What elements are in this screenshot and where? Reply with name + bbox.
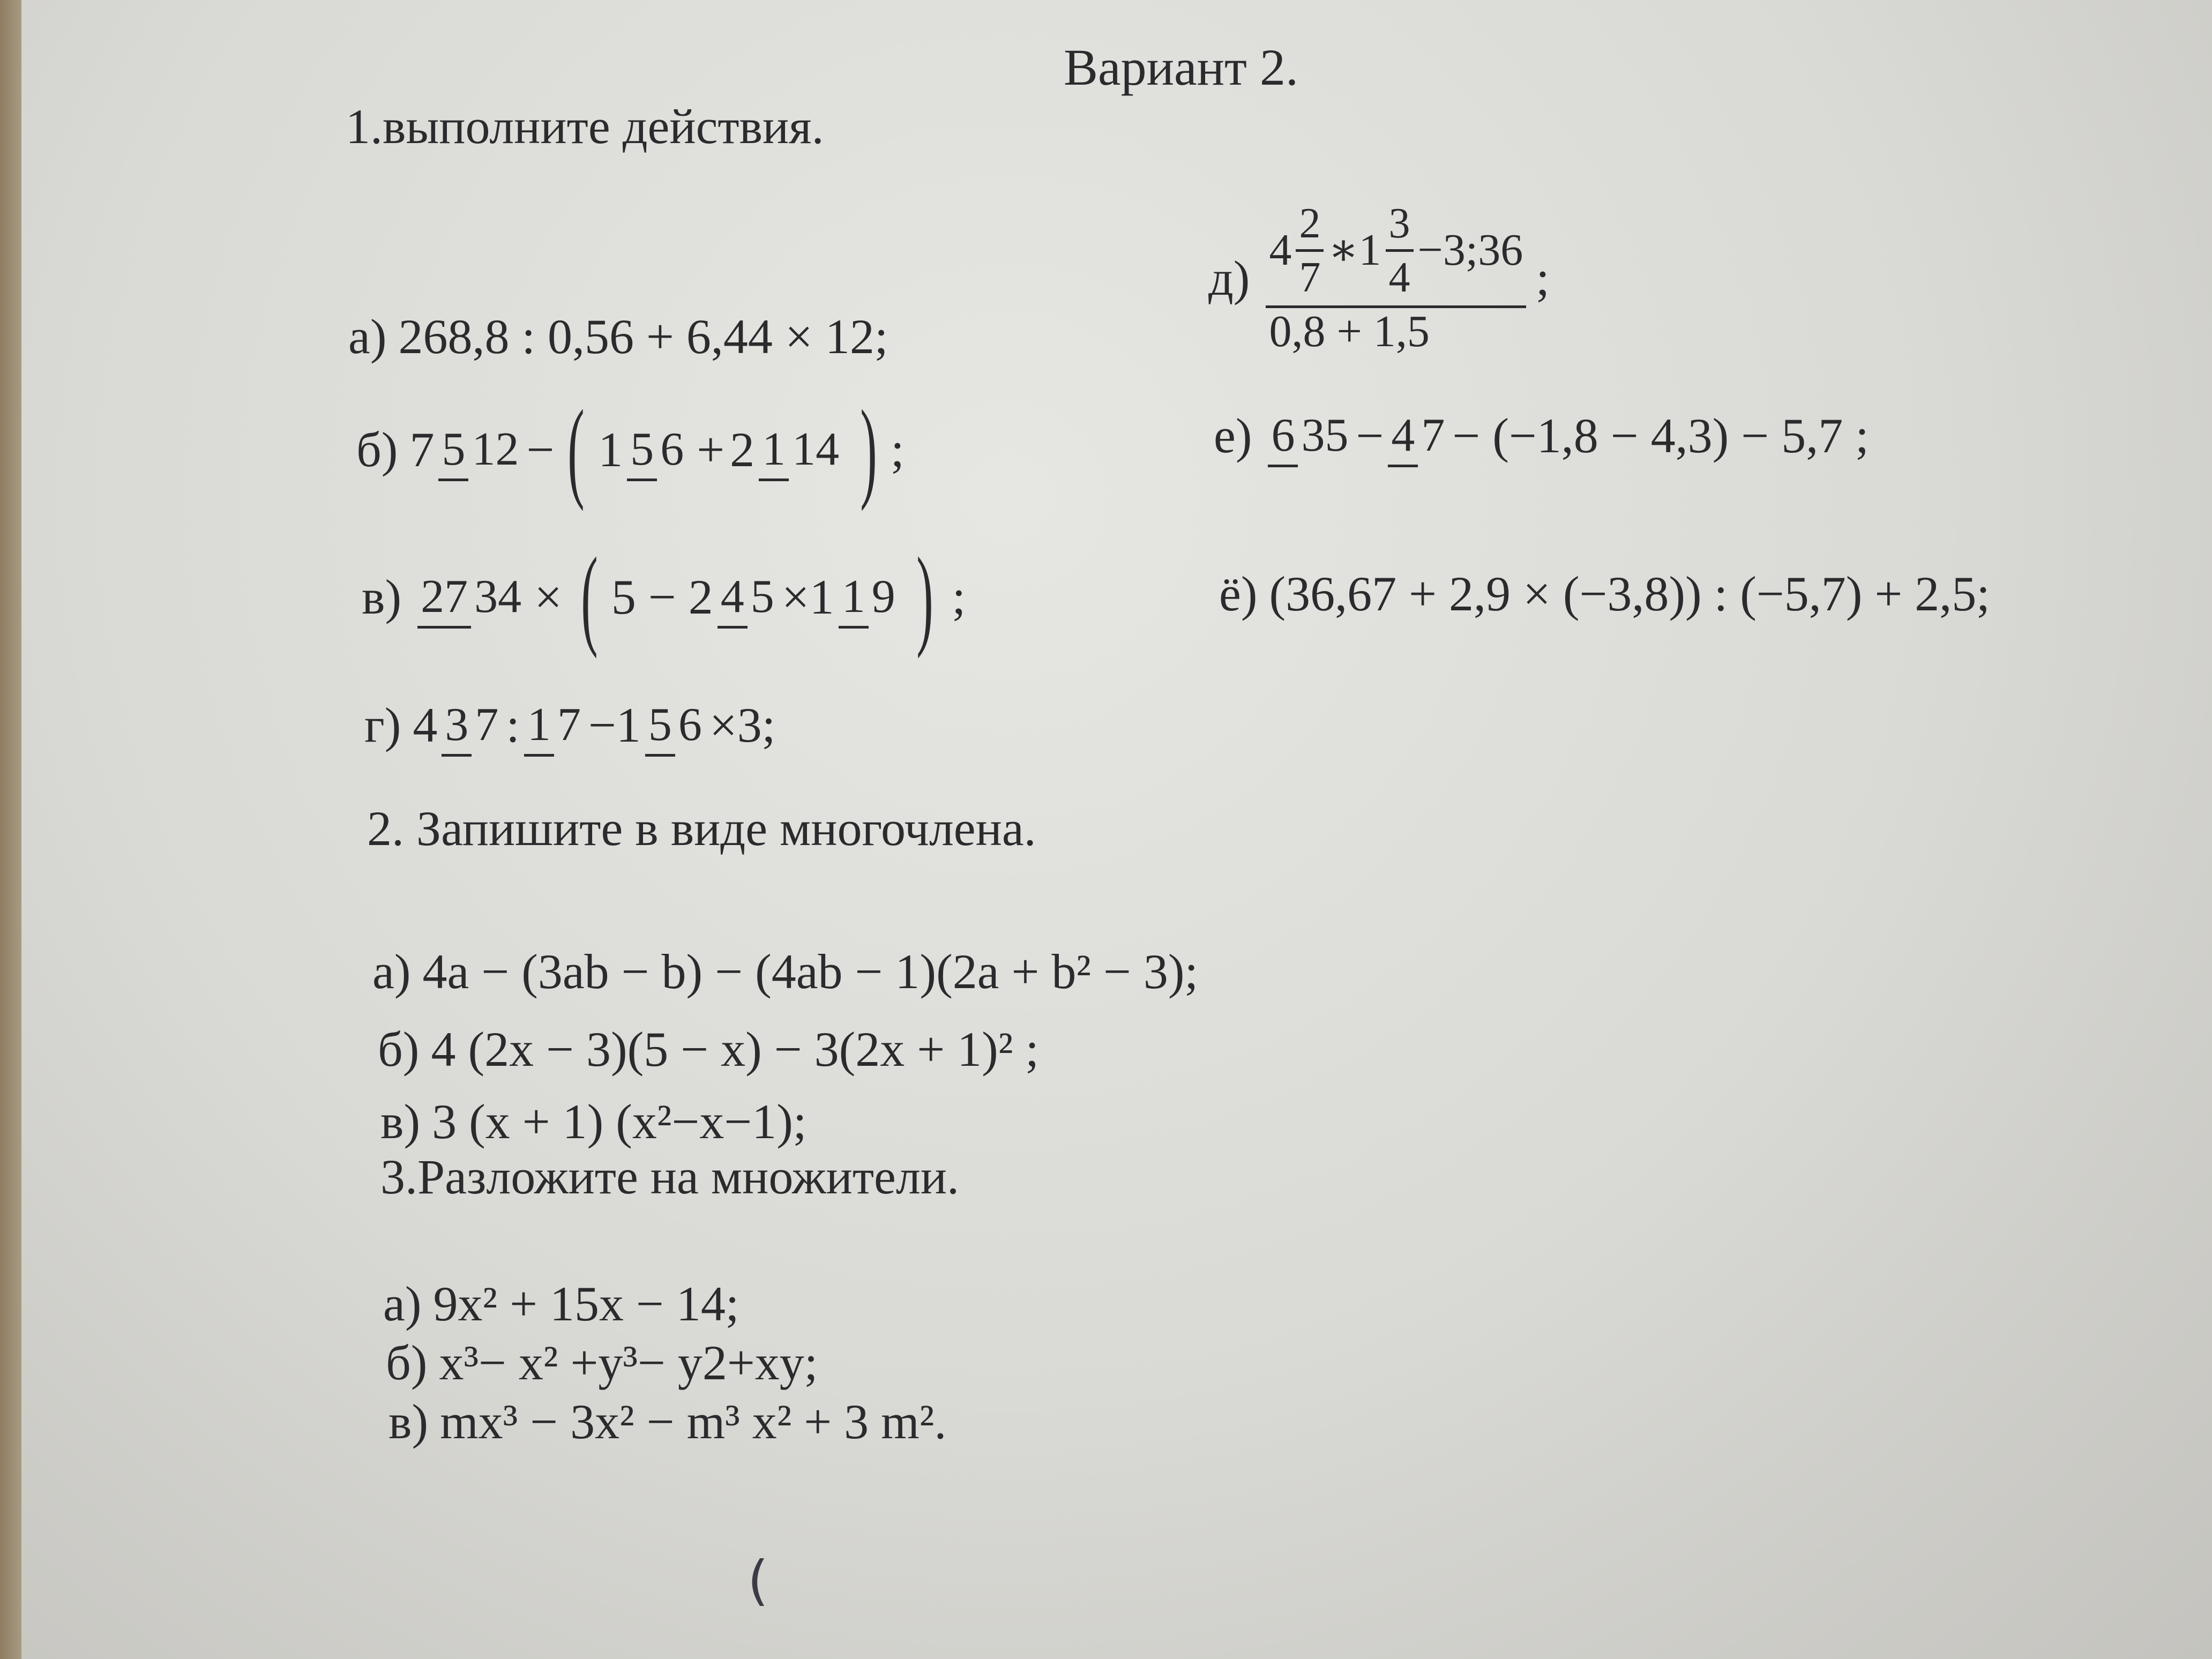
task-3a-label: а) [383, 1276, 422, 1331]
task-1a [348, 308, 888, 365]
task-2a-label: а) [372, 944, 411, 999]
task-1g-minus: −1 [588, 698, 641, 752]
numerator: 3 [1386, 201, 1414, 252]
section-1-title: 1.выполните действия. [346, 99, 824, 154]
denominator: 34 [474, 570, 522, 623]
numerator: 5 [438, 423, 468, 481]
task-1v-times: × [534, 570, 562, 624]
task-1e-label: е) [1214, 408, 1252, 463]
task-1g-colon: : [506, 698, 520, 752]
task-1d-fraction-2 [1386, 201, 1414, 300]
task-1d [1208, 201, 1555, 355]
task-1e-fraction-2 [1388, 411, 1448, 460]
task-1b-fraction-3 [759, 425, 842, 474]
denominator: 7 [1421, 409, 1445, 461]
denominator: 35 [1301, 409, 1349, 461]
task-1e-minus: − [1356, 408, 1384, 463]
denominator: 6 [678, 698, 702, 751]
task-3b-label: б) [386, 1335, 428, 1390]
task-1b-fraction-2 [627, 425, 687, 474]
pen-mark: ( [748, 1549, 769, 1612]
task-2a [372, 943, 1198, 1000]
task-1v-fraction-2 [718, 572, 778, 622]
task-2b-expression: 4 (2x − 3)(5 − x) − 3(2x + 1)² ; [431, 1022, 1039, 1077]
task-1d-denominator: 0,8 + 1,5 [1269, 307, 1430, 356]
task-1d-big-fraction [1266, 201, 1526, 355]
open-paren: ( [567, 387, 585, 512]
task-1b-whole-1: 7 [409, 422, 435, 477]
task-1b-plus: + [697, 422, 725, 477]
task-3b-expression: x³− x² +y³− y2+xy; [439, 1335, 818, 1390]
task-1b-minus: − [526, 422, 555, 477]
denominator: 7 [1299, 254, 1321, 301]
variant-title: Вариант 2. [1064, 39, 1298, 96]
task-1e-tail: − (−1,8 − 4,3) − 5,7 ; [1452, 408, 1869, 463]
task-1d-mid: ∗1 [1328, 225, 1381, 275]
numerator: 1 [759, 423, 789, 481]
task-1d-numerator [1266, 201, 1526, 308]
task-1b-whole-3: 2 [730, 422, 755, 477]
task-1d-fraction-1 [1296, 201, 1324, 300]
task-1g-fraction-1 [442, 700, 502, 750]
task-1yo-expression: (36,67 + 2,9 × (−3,8)) : (−5,7) + 2,5; [1269, 566, 1990, 621]
numerator: 5 [627, 423, 657, 481]
task-1g-label: г) [364, 698, 401, 752]
task-2v-expression: 3 (x + 1) (x²−x−1); [432, 1094, 807, 1149]
numerator: 2 [1296, 201, 1324, 252]
task-1b [356, 387, 905, 512]
task-1yo-label: ё) [1219, 566, 1258, 621]
denominator: 14 [792, 423, 840, 475]
denominator: 6 [660, 423, 684, 475]
task-1v-label: в) [362, 570, 402, 624]
numerator: 5 [645, 699, 675, 757]
denominator: 12 [472, 423, 519, 475]
task-1v-times-2: ×1 [781, 570, 834, 624]
task-3b [386, 1334, 818, 1391]
task-1a-label: а) [348, 309, 387, 364]
task-2b [378, 1021, 1039, 1078]
open-paren: ( [581, 535, 598, 659]
numerator: 4 [1388, 409, 1418, 467]
numerator: 3 [442, 699, 472, 757]
numerator: 4 [718, 571, 748, 629]
denominator: 9 [871, 570, 895, 623]
close-paren: ) [860, 387, 877, 512]
task-1g [364, 697, 775, 753]
task-2a-expression: 4a − (3ab − b) − (4ab − 1)(2a + b² − 3); [422, 944, 1199, 999]
task-1v-fraction-1 [417, 572, 525, 622]
numerator: 27 [417, 571, 471, 629]
task-3v-expression: mx³ − 3x² − m³ x² + 3 m². [440, 1394, 947, 1449]
denominator: 7 [557, 698, 581, 751]
task-1g-fraction-2 [524, 700, 584, 750]
task-1b-fraction-1 [438, 425, 522, 474]
numerator: 6 [1268, 409, 1298, 467]
task-3v [388, 1393, 946, 1450]
task-3a-expression: 9x² + 15x − 14; [433, 1276, 739, 1331]
task-2v-label: в) [380, 1094, 421, 1149]
section-3-title: 3.Разложите на множители. [380, 1149, 960, 1204]
task-1v-end: ; [952, 570, 966, 624]
task-1d-end: ; [1536, 251, 1550, 306]
task-2v [380, 1093, 806, 1150]
task-2b-label: б) [378, 1022, 420, 1077]
task-3a [383, 1275, 739, 1332]
task-1g-fraction-3 [645, 700, 705, 750]
denominator: 4 [1388, 254, 1410, 301]
task-1d-whole-1: 4 [1269, 225, 1292, 275]
paper-sheet [21, 0, 2212, 1659]
task-1d-tail: −3;36 [1417, 225, 1523, 275]
task-1e-fraction-1 [1268, 411, 1351, 460]
task-1g-tail: ×3; [709, 698, 776, 752]
task-1v [362, 535, 971, 659]
task-1yo [1219, 565, 1990, 622]
task-1e [1214, 407, 1869, 464]
task-1v-whole: 5 − 2 [611, 570, 713, 624]
denominator: 7 [475, 698, 499, 751]
task-1a-expression: 268,8 : 0,56 + 6,44 × 12; [398, 309, 888, 364]
task-1b-label: б) [356, 422, 398, 477]
task-1d-label: д) [1208, 251, 1250, 306]
numerator: 1 [524, 699, 554, 757]
section-2-title: 2. Запишите в виде многочлена. [367, 801, 1036, 856]
close-paren: ) [916, 535, 933, 659]
task-1v-fraction-3 [839, 572, 899, 622]
task-1g-whole-1: 4 [413, 698, 438, 752]
task-3v-label: в) [388, 1394, 429, 1449]
task-1b-end: ; [891, 422, 905, 477]
task-1b-whole-2: 1 [598, 422, 623, 477]
denominator: 5 [750, 570, 774, 623]
numerator: 1 [839, 571, 869, 629]
